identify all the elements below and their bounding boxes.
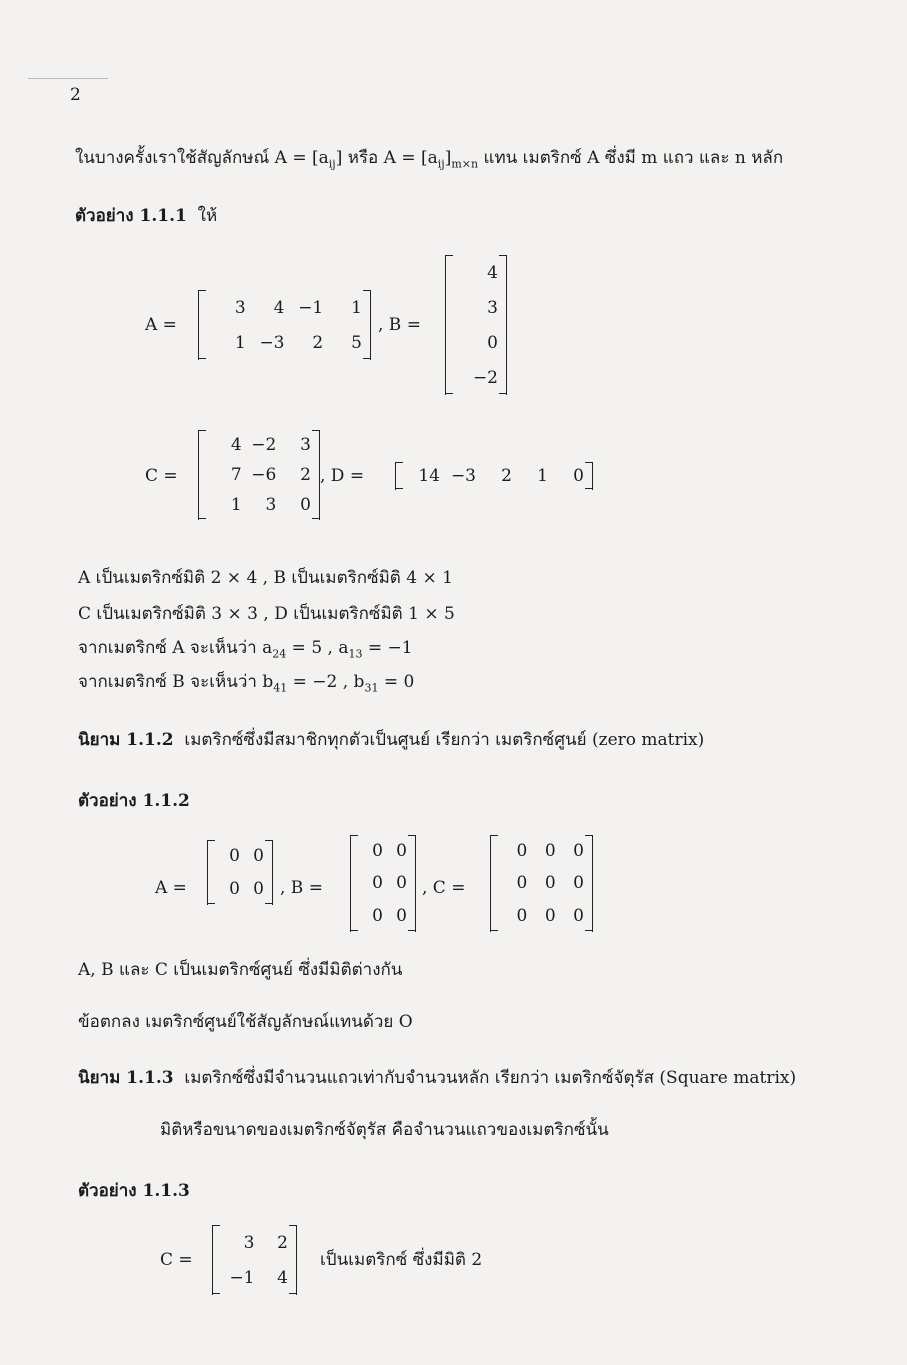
matrix-c-label: C = xyxy=(145,466,178,486)
subscript: 31 xyxy=(364,681,379,695)
matrix-entry: −6 xyxy=(251,465,277,485)
intro-paragraph xyxy=(75,147,783,175)
matrix-entry: 1 xyxy=(234,332,246,353)
matrix-b xyxy=(445,255,507,395)
matrix-entry: 0 xyxy=(253,846,264,867)
dimension-line: A เป็นเมตริกซ์มิติ 2 × 4 , B เป็นเมตริกซ์มิติ 4 × 1 xyxy=(78,568,453,588)
zero-note: A, B และ C เป็นเมตริกซ์ศูนย์ ซึ่งมีมิติต่างกัน xyxy=(78,960,403,980)
matrix-entry: 2 xyxy=(312,332,324,353)
matrix-entry: 0 xyxy=(544,841,556,862)
from-matrix-a-line xyxy=(78,637,413,665)
matrix-entry: 3 xyxy=(243,1232,255,1253)
matrix-c xyxy=(198,430,320,520)
matrix-entry: 3 xyxy=(300,435,311,455)
example-1-1-3-title: ตัวอย่าง 1.1.3 xyxy=(78,1181,190,1201)
matrix-entry: 1 xyxy=(351,297,362,318)
matrix-entry: 0 xyxy=(573,905,584,926)
example-1-1-1-title xyxy=(75,205,217,227)
matrix-entry: −3 xyxy=(259,332,285,353)
text: จากเมตริกซ์ B จะเห็นว่า b xyxy=(78,672,274,692)
intro-text: ] xyxy=(444,148,452,168)
matrix-entry: 4 xyxy=(277,1267,288,1288)
matrix-entry: 0 xyxy=(229,878,240,899)
text: = −1 xyxy=(362,638,413,658)
example-text: ให้ xyxy=(197,206,218,226)
subscript: ij xyxy=(437,157,445,171)
matrix-entry: −2 xyxy=(251,435,277,455)
matrix-entry: 0 xyxy=(544,873,556,894)
subscript: 41 xyxy=(273,681,288,695)
zero-b-label: , B = xyxy=(280,878,323,898)
example-heading: ตัวอย่าง 1.1.1 xyxy=(75,206,187,226)
matrix-d-label: , D = xyxy=(320,466,365,486)
page-number: 2 xyxy=(70,85,81,105)
matrix-entry: 0 xyxy=(396,841,407,862)
matrix-b-label: , B = xyxy=(378,315,421,335)
intro-text: ] หรือ A = [a xyxy=(335,148,438,168)
matrix-entry: 0 xyxy=(253,878,264,899)
text: = −2 , b xyxy=(287,672,365,692)
square-matrix-text: เป็นเมตริกซ์ ซึ่งมีมิติ 2 xyxy=(320,1250,483,1270)
definition-heading: นิยาม 1.1.3 xyxy=(78,1068,174,1088)
zero-matrix-c xyxy=(490,835,593,932)
matrix-entry: 0 xyxy=(229,846,240,867)
matrix-entry: −1 xyxy=(229,1267,255,1288)
matrix-d xyxy=(395,462,593,490)
zero-a-label: A = xyxy=(155,878,187,898)
definition-1-1-2 xyxy=(78,729,704,751)
matrix-entry: 0 xyxy=(573,841,584,862)
matrix-entry: 0 xyxy=(544,905,556,926)
matrix-entry: 0 xyxy=(396,873,407,894)
matrix-entry: 4 xyxy=(487,262,498,283)
matrix-entry: 14 xyxy=(418,466,440,486)
from-matrix-b-line xyxy=(78,671,414,699)
zero-matrix-b xyxy=(350,835,416,932)
matrix-a xyxy=(198,290,371,360)
example-1-1-2-title: ตัวอย่าง 1.1.2 xyxy=(78,791,190,811)
matrix-entry: 2 xyxy=(277,1232,288,1253)
square-c-label: C = xyxy=(160,1250,193,1270)
subscript: 24 xyxy=(272,647,287,661)
matrix-entry: 0 xyxy=(372,873,383,894)
matrix-entry: 3 xyxy=(234,297,246,318)
matrix-entry: 0 xyxy=(573,873,584,894)
matrix-entry: 5 xyxy=(351,332,362,353)
square-matrix-c xyxy=(212,1225,297,1295)
text: จากเมตริกซ์ A จะเห็นว่า a xyxy=(78,638,273,658)
convention: ข้อตกลง เมตริกซ์ศูนย์ใช้สัญลักษณ์แทนด้วย O xyxy=(78,1012,413,1032)
matrix-entry: 0 xyxy=(516,905,528,926)
matrix-entry: 3 xyxy=(265,495,277,515)
definition-1-1-3 xyxy=(78,1067,796,1089)
matrix-entry: 0 xyxy=(516,873,528,894)
definition-text: เมตริกซ์ซึ่งมีสมาชิกทุกตัวเป็นศูนย์ เรียกว่า เมตริกซ์ศูนย์ (zero matrix) xyxy=(184,730,705,750)
matrix-entry: −3 xyxy=(450,466,476,486)
matrix-entry: 2 xyxy=(300,465,311,485)
matrix-entry: 3 xyxy=(487,297,498,318)
matrix-a-label: A = xyxy=(145,315,177,335)
matrix-entry: 1 xyxy=(230,495,242,515)
matrix-entry: 0 xyxy=(372,905,383,926)
matrix-entry: 4 xyxy=(273,297,285,318)
matrix-entry: 0 xyxy=(372,841,383,862)
subscript: ij xyxy=(328,157,336,171)
matrix-entry: 0 xyxy=(300,495,311,515)
matrix-entry: 7 xyxy=(230,465,242,485)
definition-heading: นิยาม 1.1.2 xyxy=(78,730,174,750)
matrix-entry: 2 xyxy=(501,466,512,486)
subscript: 13 xyxy=(348,647,363,661)
header-rule xyxy=(28,78,108,79)
zero-matrix-a xyxy=(207,840,273,905)
zero-c-label: , C = xyxy=(422,878,466,898)
matrix-entry: −2 xyxy=(472,367,498,388)
intro-text: แทน เมตริกซ์ A ซึ่งมี m แถว และ n หลัก xyxy=(478,148,784,168)
matrix-entry: 1 xyxy=(537,466,548,486)
matrix-entry: 4 xyxy=(230,435,242,455)
text: = 5 , a xyxy=(286,638,349,658)
definition-text: เมตริกซ์ซึ่งมีจำนวนแถวเท่ากับจำนวนหลัก เรียกว่า เมตริกซ์จัตุรัส (Square matrix) xyxy=(184,1068,797,1088)
definition-detail: มิติหรือขนาดของเมตริกซ์จัตุรัส คือจำนวนแถวของเมตริกซ์นั้น xyxy=(160,1120,609,1140)
matrix-entry: −1 xyxy=(298,297,324,318)
matrix-entry: 0 xyxy=(487,332,498,353)
matrix-entry: 0 xyxy=(573,466,584,486)
matrix-entry: 0 xyxy=(516,841,528,862)
intro-text: ในบางครั้งเราใช้สัญลักษณ์ A = [a xyxy=(75,148,329,168)
text: = 0 xyxy=(378,672,415,692)
subscript: m×n xyxy=(451,157,479,171)
matrix-entry: 0 xyxy=(396,905,407,926)
dimension-line: C เป็นเมตริกซ์มิติ 3 × 3 , D เป็นเมตริกซ์มิติ 1 × 5 xyxy=(78,604,455,624)
